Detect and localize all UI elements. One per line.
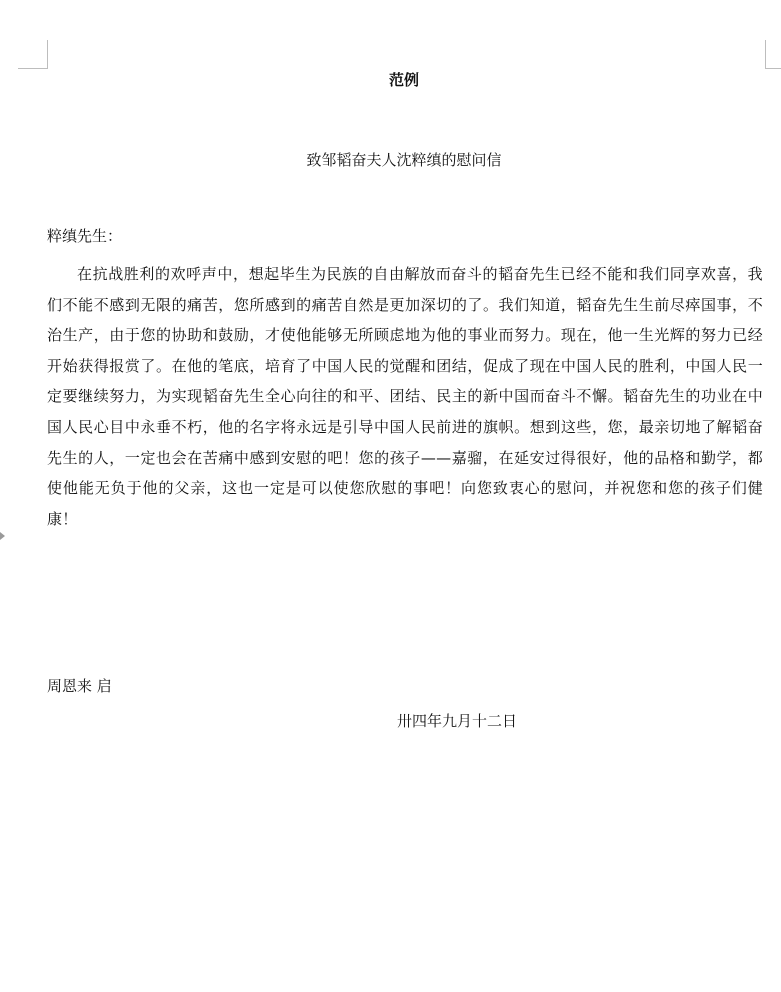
letter-title: 致邹韬奋夫人沈粹缜的慰问信 [306,151,502,169]
letter-signature: 周恩来 启 [47,677,112,695]
crop-mark-top-left-horizontal [18,68,48,69]
crop-mark-top-right-vertical [765,40,766,68]
document-heading: 范例 [388,71,419,89]
letter-body: 在抗战胜利的欢呼声中，想起毕生为民族的自由解放而奋斗的韬奋先生已经不能和我们同享欢喜，我们不能不感到无限的痛苦，您所感到的痛苦自然是更加深切的了。我们知道，韬奋先生生前尽瘁国事，不治生产，由于您的协助和鼓励，才使他能够无所顾虑地为他的事业而努力。现在，他一生光辉的努力已经开始获得报赏了。在他的笔底，培育了中国人民的觉醒和团结，促成了现在中国人民的胜利，中国人民一定要继续努力，为实现韬奋先生全心向往的和平、团结、民主的新中国而奋斗不懈。韬奋先生的功业在中国人民心目中永垂不朽，他的名字将永远是引导中国人民前进的旗帜。想到这些，您，最亲切地了解韬奋先生的人，一定也会在苦痛中感到安慰的吧！您的孩子——嘉骝，在延安过得很好，他的品格和勤学，都使他能无负于他的父亲，这也一定是可以使您欣慰的事吧！向您致衷心的慰问，并祝您和您的孩子们健康！ [47,265,763,528]
margin-arrow-icon [0,532,5,540]
crop-mark-top-left-vertical [47,40,48,68]
letter-date: 卅四年九月十二日 [397,712,518,730]
letter-salutation: 粹缜先生： [47,227,123,245]
crop-mark-top-right-horizontal [765,68,781,69]
